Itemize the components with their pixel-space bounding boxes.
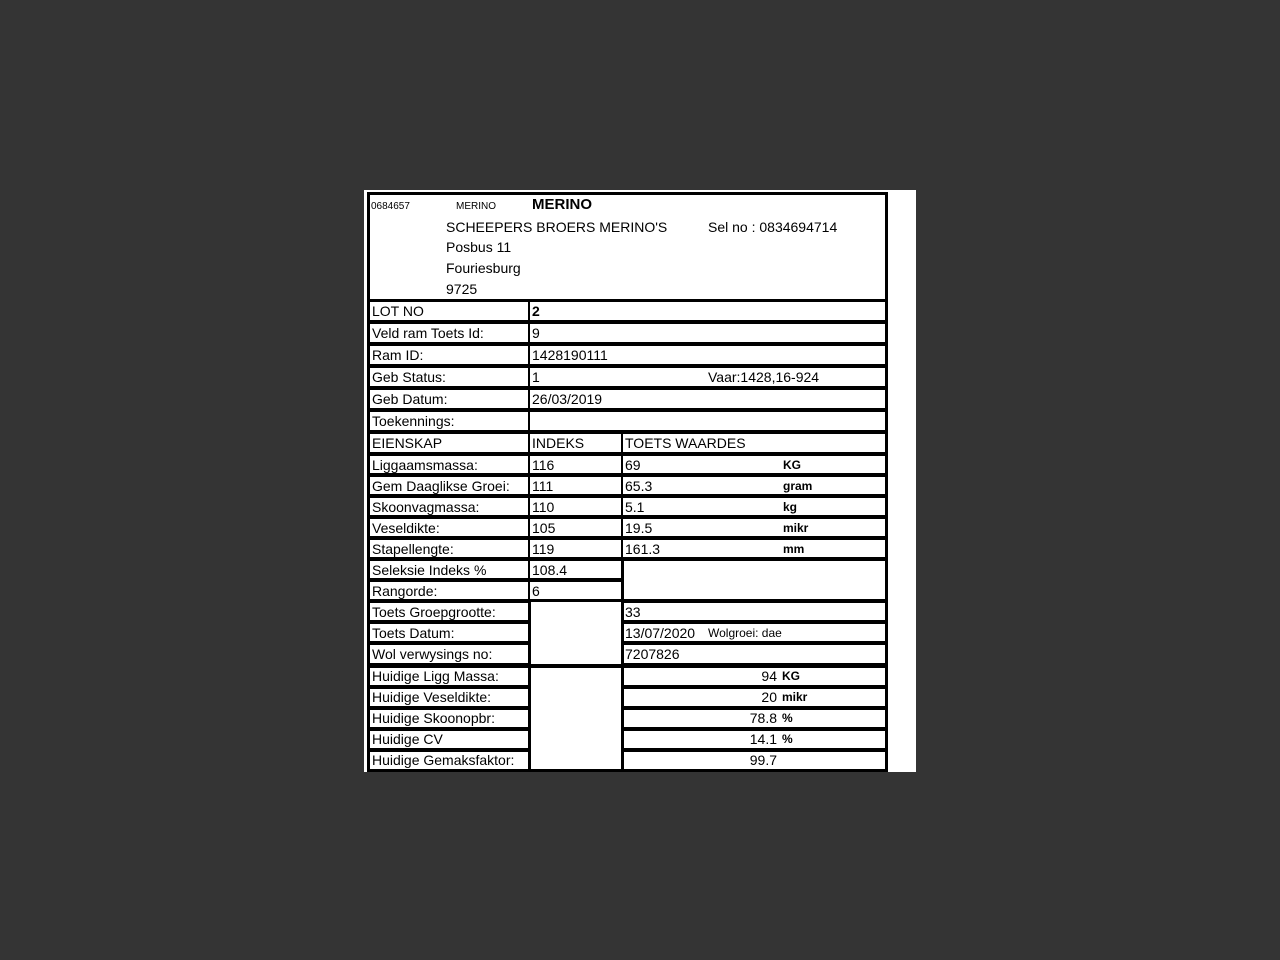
trait-value: 65.3 bbox=[625, 478, 653, 494]
ram-id-row bbox=[367, 343, 888, 367]
current-value: 78.8 bbox=[749, 710, 777, 726]
toets-waardes-header: TOETS WAARDES bbox=[625, 435, 746, 451]
test-date-value: 13/07/2020 bbox=[625, 625, 696, 641]
trait-value: 69 bbox=[625, 457, 641, 473]
current-label: Huidige Veseldikte: bbox=[372, 689, 492, 705]
trait-value: 19.5 bbox=[625, 520, 653, 536]
trait-label: Skoonvagmassa: bbox=[372, 499, 480, 515]
address-line-2: Fouriesburg bbox=[446, 260, 521, 276]
address-line-1: Posbus 11 bbox=[446, 239, 512, 255]
selection-label: Seleksie Indeks % bbox=[372, 562, 487, 578]
veld-ram-value: 9 bbox=[532, 325, 540, 341]
trait-value: 5.1 bbox=[625, 499, 645, 515]
selection-divider bbox=[528, 558, 530, 602]
test-label: Wol verwysings no: bbox=[372, 646, 493, 662]
current-unit: mikr bbox=[782, 690, 808, 704]
sire-value: Vaar:1428,16-924 bbox=[708, 369, 820, 385]
trait-label: Stapellengte: bbox=[372, 541, 454, 557]
test-label: Toets Datum: bbox=[372, 625, 455, 641]
postcode: 9725 bbox=[446, 281, 478, 297]
detail-label: Geb Datum: bbox=[372, 391, 448, 407]
selection-blank-cell bbox=[621, 558, 888, 602]
current-label: Huidige CV bbox=[372, 731, 443, 747]
trait-index: 119 bbox=[532, 541, 555, 557]
eienskap-header: EIENSKAP bbox=[372, 435, 443, 451]
test-value-cell bbox=[621, 600, 888, 623]
rank-value: 6 bbox=[532, 583, 540, 599]
phone-number: Sel no : 0834694714 bbox=[708, 219, 838, 235]
trait-label: Veseldikte: bbox=[372, 520, 440, 536]
trait-unit: gram bbox=[783, 479, 813, 493]
wool-reference-value: 7207826 bbox=[625, 646, 680, 662]
current-value: 14.1 bbox=[749, 731, 777, 747]
detail-label: Toekennings: bbox=[372, 413, 455, 429]
owner-name: SCHEEPERS BROERS MERINO'S bbox=[446, 219, 668, 235]
trait-label: Liggaamsmassa: bbox=[372, 457, 478, 473]
trait-index: 110 bbox=[532, 499, 555, 515]
current-value: 20 bbox=[761, 689, 777, 705]
trait-index: 105 bbox=[532, 520, 556, 536]
detail-label: Ram ID: bbox=[372, 347, 424, 363]
current-unit: KG bbox=[782, 669, 800, 683]
test-label: Toets Groepgrootte: bbox=[372, 604, 496, 620]
detail-label: Veld ram Toets Id: bbox=[372, 325, 484, 341]
trait-label: Gem Daaglikse Groei: bbox=[372, 478, 510, 494]
breed-small-label: MERINO bbox=[456, 201, 496, 212]
current-label: Huidige Ligg Massa: bbox=[372, 668, 499, 684]
trait-unit: mikr bbox=[783, 521, 809, 535]
current-label: Huidige Skoonopbr: bbox=[372, 710, 495, 726]
trait-unit: kg bbox=[783, 500, 798, 514]
test-blank-top bbox=[528, 600, 623, 602]
current-value: 94 bbox=[761, 668, 777, 684]
trait-index: 116 bbox=[532, 457, 555, 473]
selection-index-value: 108.4 bbox=[532, 562, 568, 578]
traits-divider-2 bbox=[621, 431, 623, 560]
current-unit: % bbox=[782, 711, 793, 725]
breed-title: MERINO bbox=[532, 196, 592, 213]
geb-status-value: 1 bbox=[532, 369, 540, 385]
current-label: Huidige Gemaksfaktor: bbox=[372, 752, 515, 768]
trait-index: 111 bbox=[532, 478, 554, 494]
detail-label: Geb Status: bbox=[372, 369, 446, 385]
trait-unit: mm bbox=[783, 542, 805, 556]
ram-info-sheet bbox=[364, 190, 916, 772]
detail-label: LOT NO bbox=[372, 303, 424, 319]
wool-growth-label: Wolgroei: dae bbox=[708, 626, 782, 640]
ram-code: 0684657 bbox=[371, 201, 410, 212]
current-unit: % bbox=[782, 732, 793, 746]
trait-value: 161.3 bbox=[625, 541, 661, 557]
traits-divider-1 bbox=[528, 431, 530, 560]
trait-unit: KG bbox=[783, 458, 801, 472]
current-value: 99.7 bbox=[749, 752, 777, 768]
selection-label: Rangorde: bbox=[372, 583, 438, 599]
indeks-header: INDEKS bbox=[532, 435, 585, 451]
ram-id-value: 1428190111 bbox=[532, 347, 608, 363]
lot-no-row bbox=[367, 299, 888, 323]
details-divider bbox=[528, 299, 530, 433]
group-size-value: 33 bbox=[625, 604, 641, 620]
current-blank-cell bbox=[528, 665, 624, 772]
lot-no-value: 2 bbox=[532, 303, 540, 319]
geb-datum-value: 26/03/2019 bbox=[532, 391, 603, 407]
